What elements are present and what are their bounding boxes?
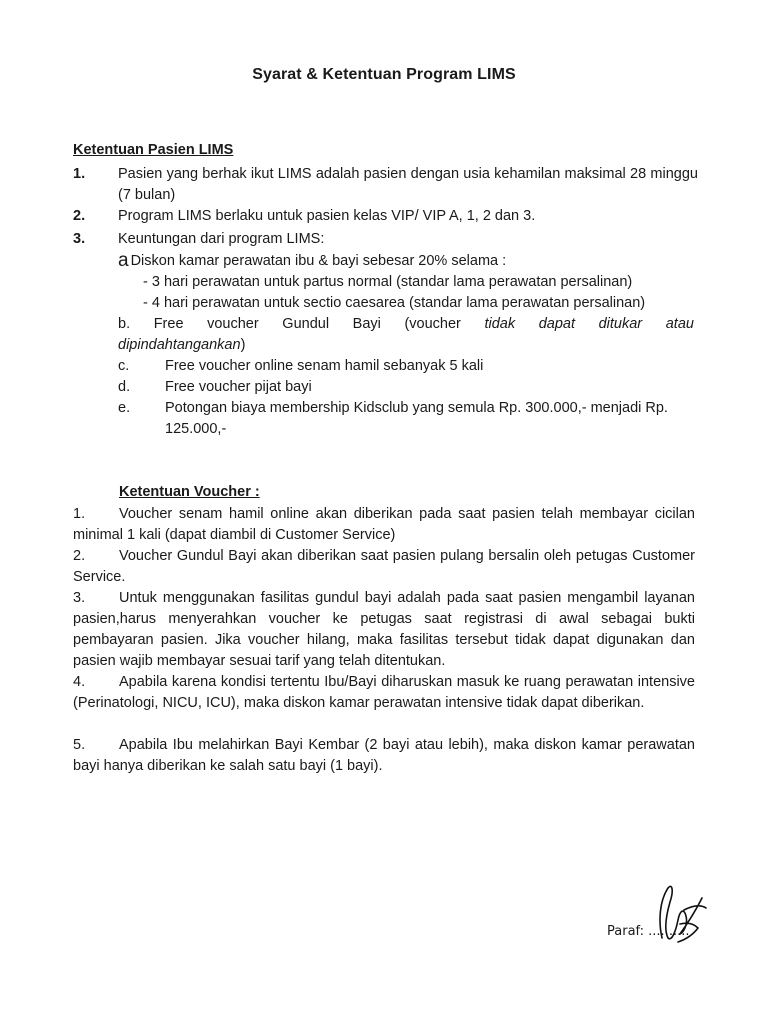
benefit-b (118, 314, 694, 356)
benefit-text: Free voucher online senam hamil sebanyak 5 kali (165, 358, 484, 374)
benefit-b-word: atau (665, 316, 694, 332)
paraf-label: Paraf: .......... (607, 924, 690, 939)
benefit-b-letter: b. (118, 316, 131, 332)
benefit-b-line-2 (118, 335, 694, 356)
rule-text: Voucher Gundul Bayi akan diberikan saat pasien pulang bersalin oleh petugas Customer Service. (73, 548, 695, 585)
document-title: Syarat & Ketentuan Program LIMS (252, 66, 516, 83)
rule-number: 1. (73, 506, 86, 522)
voucher-rule (73, 735, 695, 777)
benefit-e (118, 398, 694, 440)
benefit-b-word: voucher (207, 316, 259, 332)
benefit-d (118, 377, 694, 398)
list-number: 3. (73, 231, 86, 247)
benefit-b-word: Gundul (282, 316, 330, 332)
benefit-b-close: ) (240, 337, 246, 353)
list-item-text: Keuntungan dari program LIMS: (118, 231, 325, 247)
benefit-text: Potongan biaya membership Kidsclub yang semula Rp. 300.000,- menjadi Rp. 125.000,- (165, 400, 668, 437)
benefit-a-sub-normal: - 3 hari perawatan untuk partus normal (standar lama perawatan persalinan) (143, 274, 633, 290)
benefit-b-word: dapat (538, 316, 576, 332)
benefit-b-word: tidak (484, 316, 516, 332)
benefit-b-line-1 (118, 314, 694, 335)
benefit-letter: e. (118, 400, 131, 416)
benefit-b-word: (voucher (404, 316, 461, 332)
benefit-b-word: dipindahtangankan (118, 337, 241, 353)
benefit-a-marker: a (118, 250, 129, 271)
rule-text: Untuk menggunakan fasilitas gundul bayi adalah pada saat pasien mengambil layanan pasien,harus menyerahkan voucher ke petugas saat registrasi di awal sebagai bukti pembayaran pasien. Jika voucher hilang, maka fasilitas tersebut tidak dapat digunakan dan pasien wajib membayar sesuai tarif yang telah ditentukan. (73, 590, 695, 669)
benefit-text: Free voucher pijat bayi (165, 379, 312, 395)
voucher-rule (73, 504, 695, 546)
benefit-a-text: Diskon kamar perawatan ibu & bayi sebesar 20% selama : (130, 253, 507, 269)
benefit-letter: c. (118, 358, 130, 374)
benefit-b-word: ditukar (598, 316, 643, 332)
rule-text: Voucher senam hamil online akan diberikan pada saat pasien telah membayar cicilan minimal 1 kali (dapat diambil di Customer Service) (73, 506, 695, 543)
rule-number: 5. (73, 737, 86, 753)
list-item (73, 164, 698, 206)
rule-text: Apabila karena kondisi tertentu Ibu/Bayi diharuskan masuk ke ruang perawatan intensive (Perinatologi, NICU, ICU), maka diskon kamar perawatan intensive tidak dapat diberikan. (73, 674, 695, 711)
benefit-letter: d. (118, 379, 131, 395)
voucher-rule (73, 546, 695, 588)
rule-number: 4. (73, 674, 86, 690)
benefit-b-word: Bayi (352, 316, 381, 332)
rule-number: 2. (73, 548, 86, 564)
benefit-a-sub-caesarea: - 4 hari perawatan untuk sectio caesarea (standar lama perawatan persalinan) (143, 295, 646, 311)
benefit-b-word: Free (153, 316, 184, 332)
voucher-rule (73, 672, 695, 714)
rule-text: Apabila Ibu melahirkan Bayi Kembar (2 bayi atau lebih), maka diskon kamar perawatan bayi hanya diberikan ke salah satu bayi (1 bayi). (73, 737, 695, 774)
benefit-c (118, 356, 694, 377)
benefit-a (118, 250, 506, 272)
signature-icon (640, 880, 720, 950)
list-number: 1. (73, 166, 86, 182)
list-item-text: Program LIMS berlaku untuk pasien kelas VIP/ VIP A, 1, 2 dan 3. (118, 208, 536, 224)
list-item (73, 229, 698, 250)
list-item-text: Pasien yang berhak ikut LIMS adalah pasien dengan usia kehamilan maksimal 28 minggu (7 bulan) (118, 166, 698, 203)
voucher-rule (73, 588, 695, 672)
list-item (73, 206, 698, 227)
rule-number: 3. (73, 590, 86, 606)
section-heading-ketentuan-pasien: Ketentuan Pasien LIMS (73, 142, 234, 158)
list-number: 2. (73, 208, 86, 224)
section-heading-ketentuan-voucher: Ketentuan Voucher : (119, 484, 260, 500)
